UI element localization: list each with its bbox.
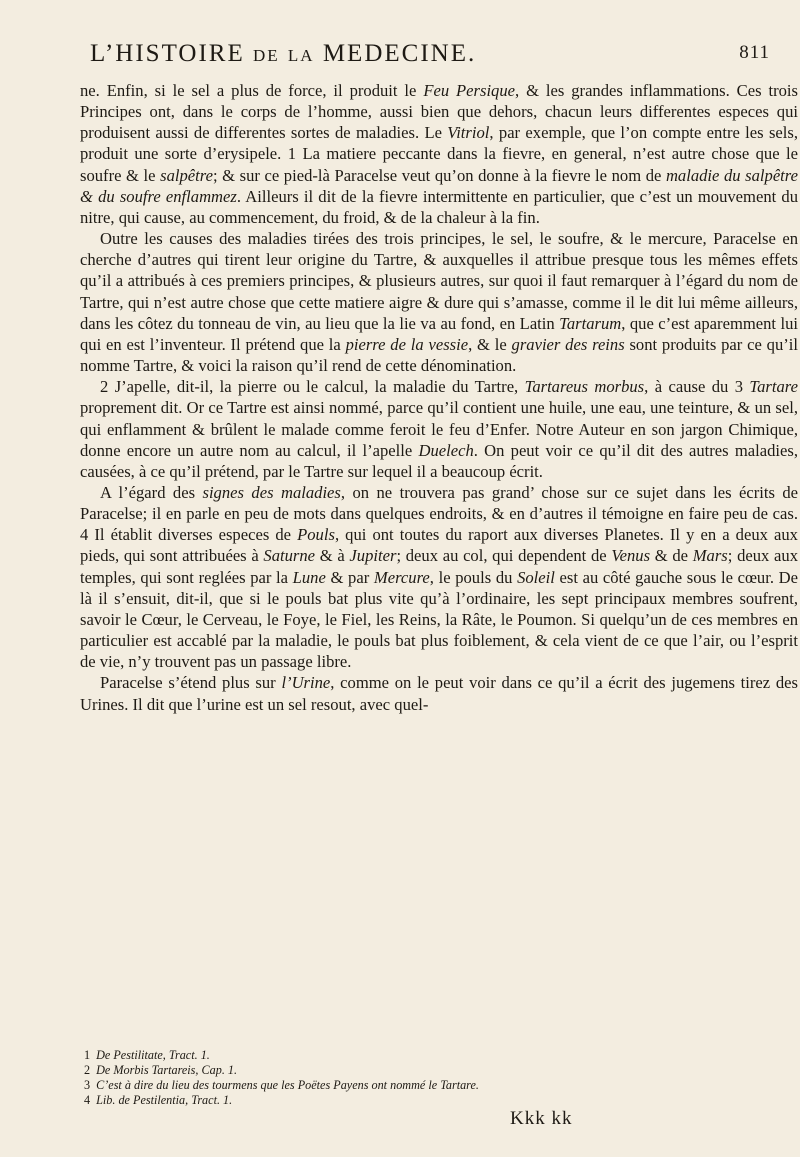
text-run: , qui ont toutes du raport aux diverses Planetes. Il y en a deux aux pieds, qui sont attribuées à bbox=[80, 525, 798, 566]
italic-run: Mercure bbox=[373, 567, 430, 587]
paragraph bbox=[80, 672, 798, 714]
italic-run: Jupiter bbox=[349, 546, 397, 566]
text-run: Paracelse s’étend plus sur bbox=[100, 673, 282, 693]
text-run: , le pouls du bbox=[429, 567, 518, 587]
footnote: 3 C’est à dire du lieu des tourmens que les Poëtes Payens ont nommé le Tartare. bbox=[84, 1078, 479, 1092]
text-run: , on ne trouvera pas grand’ chose sur ce sujet dans les écrits de Paracelse; il en parle en peu de mots dans quelques endroits, & en d’autres il témoigne en faire peu de cas. 4 Il établit diverses especes de bbox=[80, 482, 799, 545]
paragraph bbox=[80, 80, 798, 228]
text-run: , par exemple, que l’on compte entre les sels, produit une sorte d’erysipele. 1 La matiere peccante dans la fievre, en general, n’est autre chose que le soufre & le bbox=[80, 123, 798, 185]
italic-run: signes des maladies bbox=[202, 482, 341, 502]
italic-run: Saturne bbox=[263, 546, 316, 566]
text-run: & par bbox=[325, 567, 374, 587]
signature-mark: Kkk kk bbox=[510, 1108, 573, 1129]
italic-run: maladie du salpêtre & du soufre enflammez bbox=[80, 165, 798, 206]
paragraph bbox=[80, 376, 798, 482]
paragraph bbox=[80, 228, 798, 376]
text-run: 2 J’apelle, dit-il, la pierre ou le calcul, la maladie du Tartre, bbox=[100, 377, 525, 397]
text-run: ne. Enfin, si le sel a plus de force, il produit le bbox=[80, 81, 424, 100]
italic-run: Vitriol bbox=[447, 123, 490, 143]
text-run: proprement dit. Or ce Tartre est ainsi nommé, parce qu’il contient une huile, une eau, une teinture, & un sel, qui enflamment & brûlent le malade comme feroit le feu d’Enfer. Notre Auteur en son jargon Chimique, donne encore un autre nom au calcul, il l’apelle bbox=[80, 398, 798, 460]
text-run: , comme on le peut voir dans ce qu’il a écrit des jugemens tirez des Urines. Il dit que l’urine est un sel resout, avec quel- bbox=[80, 673, 799, 714]
text-run: . On peut voir ce qu’il dit des autres maladies, causées, à ce qu’il prétend, par le Tartre sur lequel il a beaucoup écrit. bbox=[80, 440, 798, 481]
italic-run: Tartare bbox=[749, 377, 798, 397]
italic-run: gravier des reins bbox=[511, 334, 625, 354]
text-run: , & le bbox=[468, 334, 512, 354]
text-run: , à cause du 3 bbox=[644, 377, 750, 397]
italic-run: Mars bbox=[692, 546, 728, 566]
text-run: est au côté gauche sous le cœur. De là il s’ensuit, dit-il, que si le pouls bat plus vite qu’à l’ordinaire, les sept principaux membres soufrent, savoir le Cœur, le Cerveau, le Foye, le Fiel, les Reins, la Râte, le Poumon. Si quelqu’un de ces membres en particulier est accablé par la maladie, le pouls bat plus foiblement, & cela vient de ce que l’air, ou l’esprit de vie, n’y trouvent pas un passage libre. bbox=[80, 567, 798, 672]
italic-run: Pouls bbox=[297, 525, 335, 545]
text-run: . Ailleurs il dit de la fievre intermittente en particulier, que c’est un mouvement du nitre, qui cause, au commencement, du froid, & de la chaleur à la fin. bbox=[80, 186, 798, 227]
main-text bbox=[80, 80, 798, 715]
text-run: A l’égard des bbox=[100, 482, 203, 502]
text-run: ; deux aux temples, qui sont reglées par la bbox=[80, 546, 799, 587]
italic-run: Tartareus morbus bbox=[524, 377, 645, 397]
italic-run: Duelech bbox=[418, 440, 474, 460]
italic-run: Tartarum bbox=[559, 313, 622, 333]
italic-run: Lune bbox=[292, 567, 326, 587]
footnote: 2 De Morbis Tartareis, Cap. 1. bbox=[84, 1063, 238, 1077]
text-run: & de bbox=[650, 546, 693, 566]
italic-run: Soleil bbox=[517, 567, 555, 587]
footnotes bbox=[84, 1048, 784, 1108]
italic-run: l’Urine bbox=[281, 673, 331, 693]
text-run: ; deux au col, qui dependent de bbox=[396, 546, 612, 566]
text-run: ; & sur ce pied-là Paracelse veut qu’on donne à la fievre le nom de bbox=[212, 165, 666, 185]
paragraph bbox=[80, 482, 798, 672]
italic-run: salpêtre bbox=[160, 165, 213, 185]
text-run: , que c’est aparemment lui qui en est l’inventeur. Il prétend que la bbox=[80, 313, 798, 354]
page-number: 811 bbox=[739, 42, 770, 63]
italic-run: Venus bbox=[611, 546, 651, 566]
text-run: , & les grandes inflammations. Ces trois Principes ont, dans le corps de l’homme, aussi bien que dehors, chacun leurs differentes especes qui produisent aussi de differentes sortes de maladies. Le bbox=[80, 81, 798, 143]
text-run: sont produits par ce qu’il nomme Tartre, & voici la raison qu’il rend de cette dénomination. bbox=[80, 334, 798, 376]
footnote: 4 Lib. de Pestilentia, Tract. 1. bbox=[84, 1093, 233, 1107]
italic-run: Feu Persique bbox=[423, 81, 516, 100]
running-head bbox=[90, 40, 770, 80]
footnote: 1 De Pestilitate, Tract. 1. bbox=[84, 1048, 210, 1062]
running-head-title: L’HISTOIRE DE LA MEDECINE. bbox=[90, 40, 477, 67]
text-run: & à bbox=[315, 546, 350, 566]
italic-run: pierre de la vessie bbox=[345, 334, 469, 354]
text-run: Outre les causes des maladies tirées des trois principes, le sel, le soufre, & le mercure, Paracelse en cherche d’autres qui tirent leur origine du Tartre, & auxquelles il attribue presque tous les mêmes effets qu’il a attribués à ces premiers principes, & plusieurs autres, sur quoi il faut remarquer à l’égard du nom de Tartre, qui n’est autre chose que cette matiere aigre & dure qui s’amasse, comme il le dit lui même ailleurs, dans les côtez du tonneau de vin, au lieu que la lie va au fond, en Latin bbox=[80, 229, 798, 333]
